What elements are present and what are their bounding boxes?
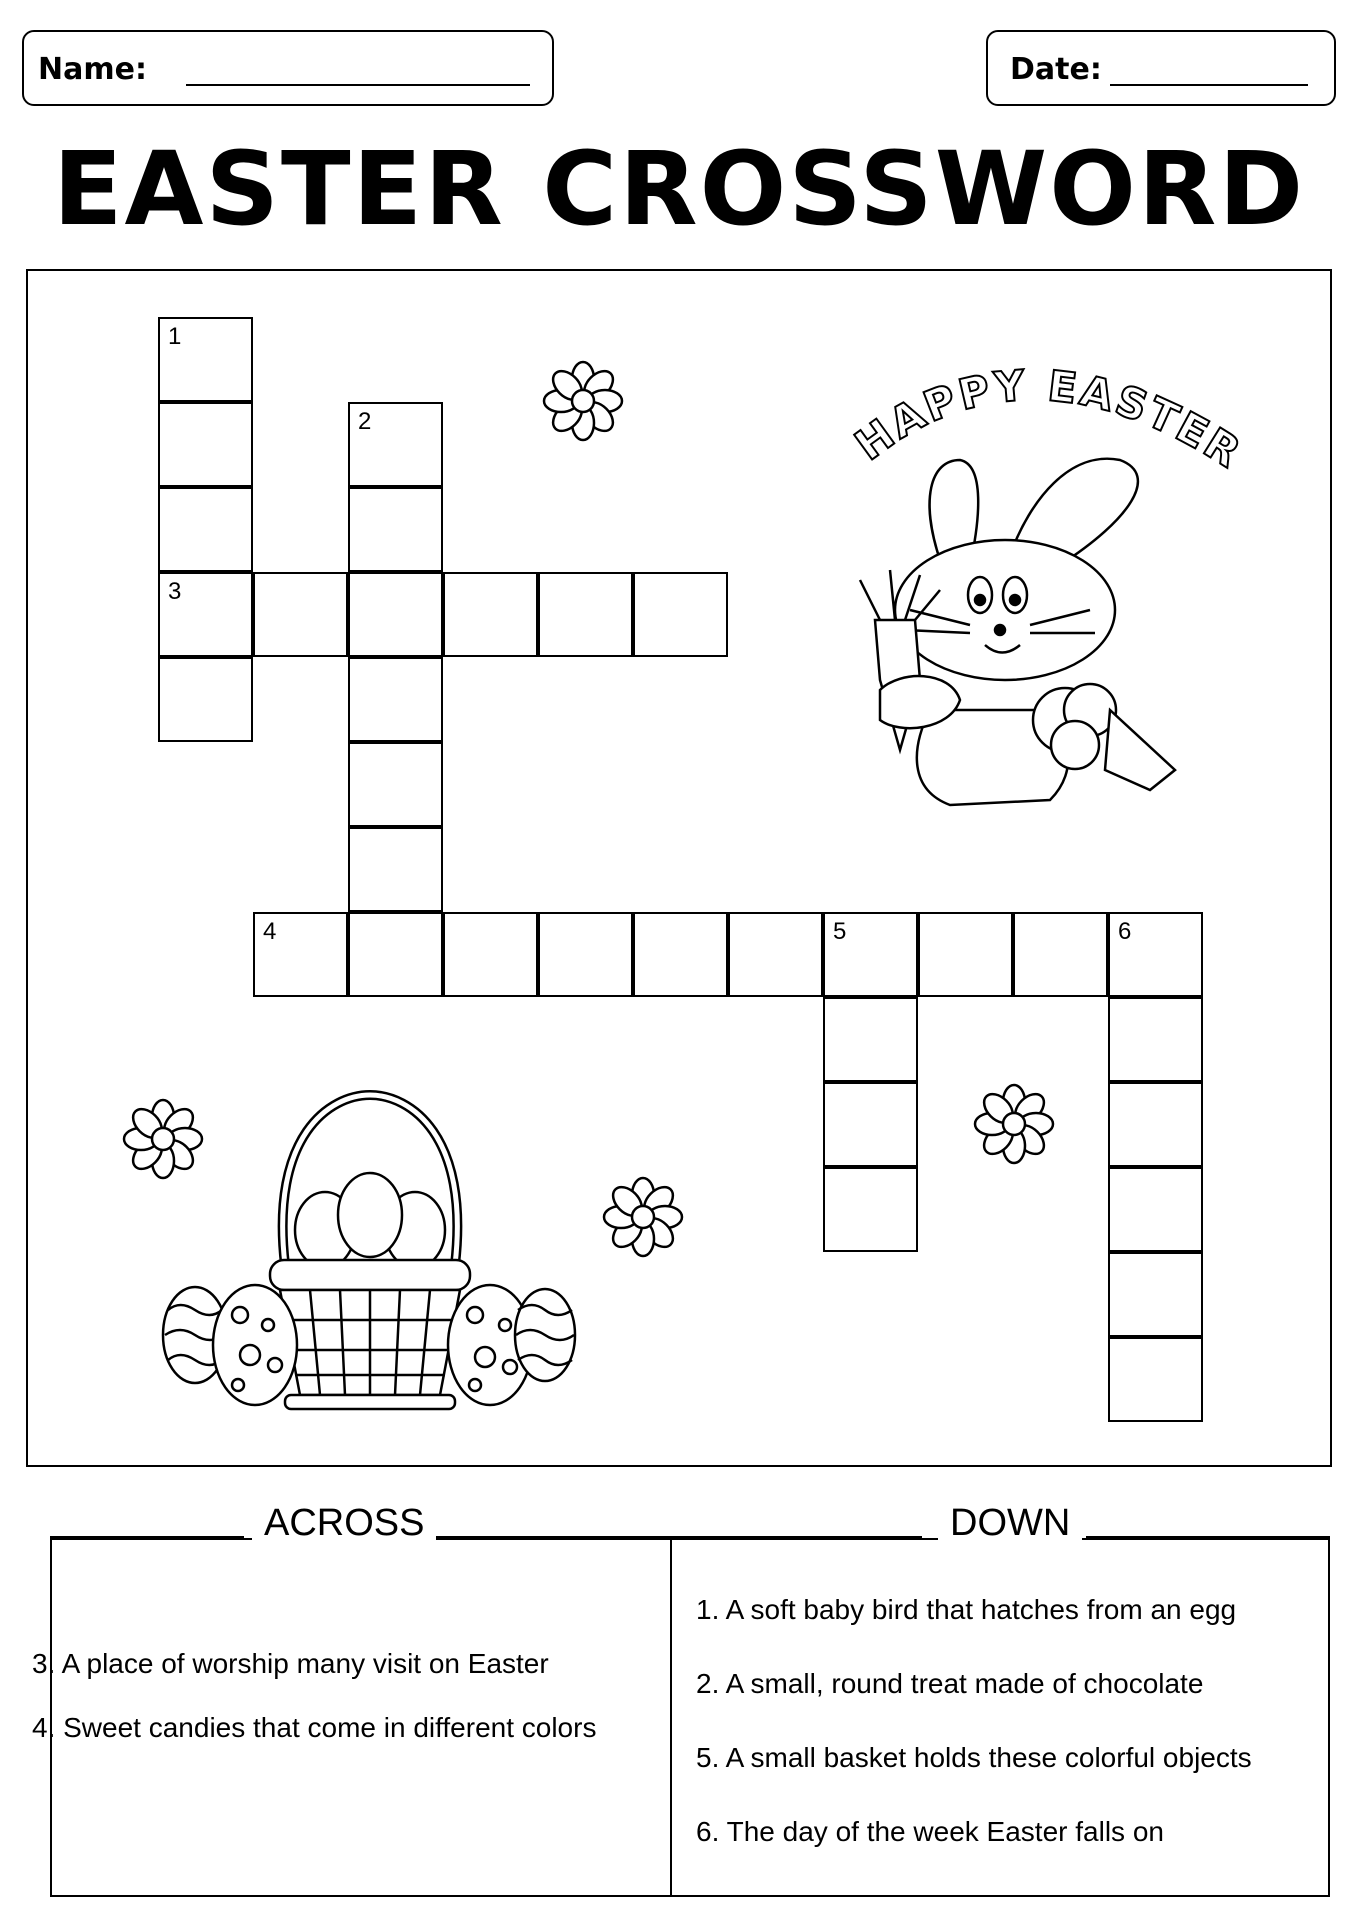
down-clue-2: 2. A small, round treat made of chocolate — [696, 1668, 1204, 1699]
grid-cell[interactable] — [443, 912, 538, 997]
clue-number-3: 3 — [168, 578, 182, 605]
grid-cell[interactable] — [348, 827, 443, 912]
grid-cell[interactable] — [348, 402, 443, 487]
grid-cell[interactable] — [918, 912, 1013, 997]
across-clue-4: 4. Sweet candies that come in different colors — [32, 1712, 597, 1743]
grid-cell[interactable] — [633, 572, 728, 657]
grid-cell[interactable] — [1013, 912, 1108, 997]
flower-icon — [971, 1081, 1057, 1167]
grid-cell[interactable] — [348, 572, 443, 657]
clue-number-5: 5 — [833, 918, 847, 945]
clue-number-2: 2 — [358, 408, 372, 435]
name-box — [22, 30, 554, 106]
down-clue-5: 5. A small basket holds these colorful objects — [696, 1742, 1252, 1773]
clue-number-4: 4 — [263, 918, 277, 945]
grid-cell[interactable] — [633, 912, 728, 997]
grid-cell[interactable] — [1108, 1252, 1203, 1337]
happy-easter-bunny-art — [820, 350, 1252, 820]
clue-number-6: 6 — [1118, 918, 1132, 945]
bunny-with-carrot-icon — [860, 459, 1175, 805]
across-heading: ACROSS — [252, 1502, 436, 1545]
flower-icon — [540, 358, 626, 444]
down-clue-1: 1. A soft baby bird that hatches from an egg — [696, 1594, 1237, 1625]
clues-divider — [670, 1538, 672, 1897]
down-clue-6: 6. The day of the week Easter falls on — [696, 1816, 1164, 1847]
grid-cell[interactable] — [1108, 912, 1203, 997]
grid-cell[interactable] — [158, 572, 253, 657]
grid-cell[interactable] — [1108, 997, 1203, 1082]
grid-cell[interactable] — [253, 912, 348, 997]
clue-number-1: 1 — [168, 323, 182, 350]
grid-cell[interactable] — [823, 1167, 918, 1252]
name-label: Name: — [38, 52, 147, 87]
grid-cell[interactable] — [348, 742, 443, 827]
grid-cell[interactable] — [158, 402, 253, 487]
grid-cell[interactable] — [538, 572, 633, 657]
grid-cell[interactable] — [1108, 1082, 1203, 1167]
easter-basket-art — [160, 1095, 580, 1425]
grid-cell[interactable] — [253, 572, 348, 657]
date-box — [986, 30, 1336, 106]
grid-cell[interactable] — [348, 912, 443, 997]
happy-easter-banner: HAPPY EASTER — [846, 360, 1252, 479]
across-clue-3: 3. A place of worship many visit on Easter — [32, 1648, 549, 1679]
grid-cell[interactable] — [348, 487, 443, 572]
grid-cell[interactable] — [1108, 1167, 1203, 1252]
name-field[interactable] — [186, 84, 530, 86]
date-label: Date: — [1010, 52, 1102, 87]
grid-cell[interactable] — [158, 317, 253, 402]
grid-cell[interactable] — [348, 657, 443, 742]
grid-cell[interactable] — [158, 657, 253, 742]
grid-cell[interactable] — [728, 912, 823, 997]
down-heading: DOWN — [938, 1502, 1082, 1545]
date-field[interactable] — [1110, 84, 1308, 86]
grid-cell[interactable] — [823, 997, 918, 1082]
page-title: EASTER CROSSWORD — [52, 130, 1306, 249]
grid-cell[interactable] — [538, 912, 633, 997]
grid-cell[interactable] — [823, 1082, 918, 1167]
grid-cell[interactable] — [158, 487, 253, 572]
grid-cell[interactable] — [443, 572, 538, 657]
grid-cell[interactable] — [1108, 1337, 1203, 1422]
easter-basket-icon — [270, 1095, 470, 1409]
grid-cell[interactable] — [823, 912, 918, 997]
flower-icon — [600, 1174, 686, 1260]
